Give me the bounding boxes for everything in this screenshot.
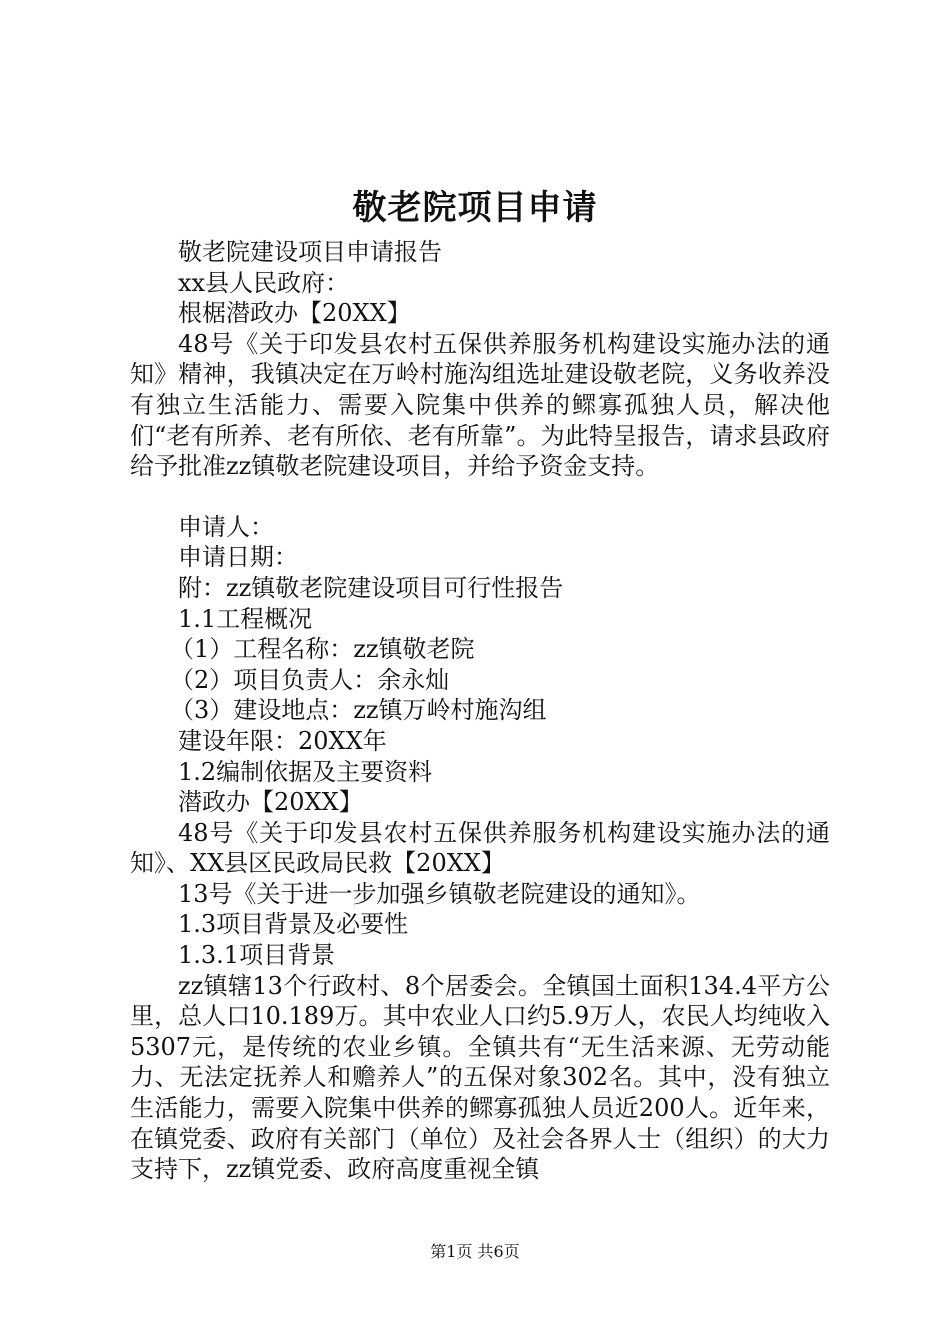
page-footer: 第1页 共6页 xyxy=(430,1242,520,1261)
reference-line: 潜政办【20XX】 xyxy=(178,788,363,817)
addressee: xx县人民政府： xyxy=(178,268,350,297)
section-heading: 1.3项目背景及必要性 xyxy=(178,910,409,939)
project-name-line: （1）工程名称：zz镇敬老院 xyxy=(170,635,475,664)
reference-paragraph: 48号《关于印发县农村五保供养服务机构建设实施办法的通知》、XX县区民政局民救【20XX】 xyxy=(130,818,830,878)
background-paragraph: zz镇辖13个行政村、8个居委会。全镇国土面积134.4平方公里，总人口10.189万。其中农业人口约5.9万人，农民人均纯收入5307元，是传统的农业乡镇。全镇共有“无生活来源、无劳动能力、无法定抚养人和赡养人”的五保对象302名。其中，没有独立生活能力，需要入院集中供养的鳏寡孤独人员近200人。近年来，在镇党委、政府有关部门（单位）及社会各界人士（组织）的大力支持下，zz镇党委、政府高度重视全镇 xyxy=(130,971,830,1184)
section-heading: 1.2编制依据及主要资料 xyxy=(178,757,433,786)
attachment-line: 附：zz镇敬老院建设项目可行性报告 xyxy=(178,573,564,602)
section-heading: 1.1工程概况 xyxy=(178,604,313,633)
report-heading: 敬老院建设项目申请报告 xyxy=(178,238,442,266)
applicant-line: 申请人： xyxy=(178,512,274,541)
reference-line: 13号《关于进一步加强乡镇敬老院建设的通知》。 xyxy=(178,879,701,908)
request-paragraph: 48号《关于印发县农村五保供养服务机构建设实施办法的通知》精神，我镇决定在万岭村施沟组选址建设敬老院，义务收养没有独立生活能力、需要入院集中供养的鳏寡孤独人员，解决他们“老有所养、老有所依、老有所靠”。为此特呈报告，请求县政府给予批准zz镇敬老院建设项目，并给予资金支持。 xyxy=(130,329,830,481)
application-date-line: 申请日期： xyxy=(178,543,298,572)
project-location-line: （3）建设地点：zz镇万岭村施沟组 xyxy=(170,696,547,725)
document-body xyxy=(130,237,830,1185)
construction-period-line: 建设年限：20XX年 xyxy=(178,726,387,755)
subsection-heading: 1.3.1项目背景 xyxy=(178,941,336,970)
document-title: 敬老院项目申请 xyxy=(352,188,598,228)
project-leader-line: （2）项目负责人：余永灿 xyxy=(170,665,450,694)
basis-reference: 根椐潜政办【20XX】 xyxy=(178,299,411,328)
